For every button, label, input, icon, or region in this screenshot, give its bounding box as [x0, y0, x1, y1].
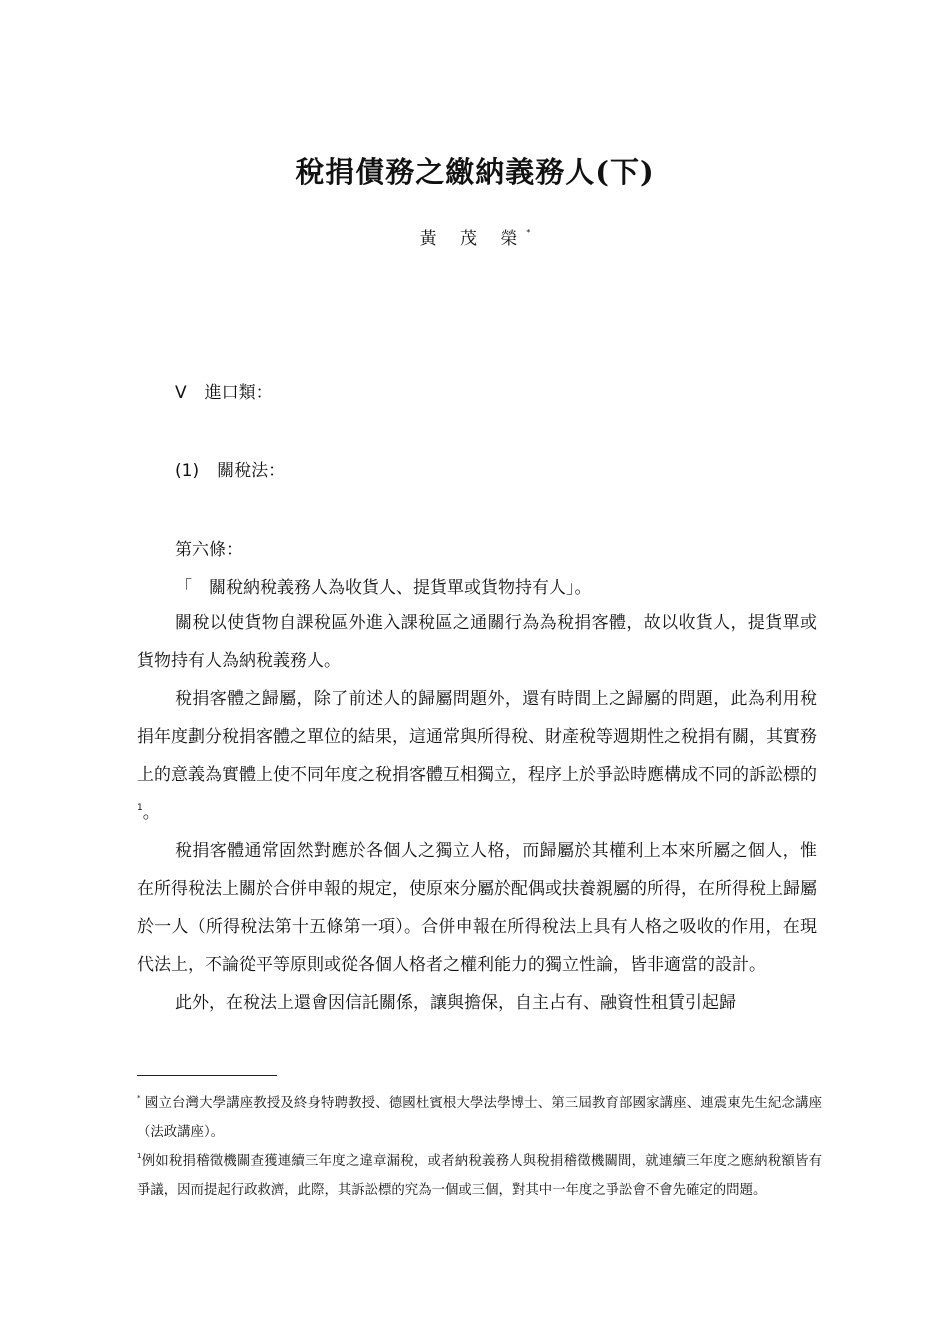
section-title: 進口類： [204, 383, 273, 403]
paragraph [137, 680, 817, 832]
footnote-text: 例如稅捐稽徵機關查獲連續三年度之違章漏稅，或者納稅義務人與稅捐稽徵機關間，就連續三年度之應納稅額皆有爭議，因而提起行政救濟，此際，其訴訟標的究為一個或三個，對其中一年度之爭訟會不會先確定的問題。 [137, 1154, 822, 1198]
paragraph-text: 稅捐客體之歸屬，除了前述人的歸屬問題外，還有時間上之歸屬的問題，此為利用稅捐年度劃分稅捐客體之單位的結果，這通常與所得稅、財產稅等週期性之稅捐有關，其實務上的意義為實體上使不同年度之稅捐客體互相獨立，程序上於爭訟時應構成不同的訴訟標的 [137, 689, 817, 785]
paper-title: 稅捐債務之繳納義務人(下) [295, 155, 655, 189]
paragraph-end: 。 [142, 803, 160, 823]
footnote-text: 國立台灣大學講座教授及終身特聘教授、德國杜賓根大學法學博士、第三屆教育部國家講座、連震東先生紀念講座（法政講座）。 [137, 1096, 822, 1140]
footnote [137, 1089, 822, 1147]
paragraph: 關稅以使貨物自課稅區外進入課稅區之通關行為為稅捐客體，故以收貨人，提貨單或貨物持有人為納稅義務人。 [137, 613, 817, 671]
footnote-ref: 1 [137, 803, 143, 813]
paragraph: 此外，在稅法上還會因信託關係，讓與擔保，自主占有、融資性租賃引起歸 [175, 993, 736, 1013]
subsection-label: (1) [175, 461, 200, 481]
section-heading [175, 378, 273, 403]
subsection-title: 關稅法： [217, 461, 286, 481]
author-line [0, 224, 950, 249]
subsection-heading [175, 456, 285, 481]
body-text [137, 604, 817, 1022]
paragraph: 稅捐客體通常固然對應於各個人之獨立人格，而歸屬於其權利上本來所屬之個人，惟在所得稅法上關於合併申報的規定，使原來分屬於配偶或扶養親屬的所得，在所得稅上歸屬於一人（所得稅法第十五條第一項）。合併申報在所得稅法上具有人格之吸收的作用，在現代法上，不論從平等原則或從各個人格者之權利能力的獨立性論，皆非適當的設計。 [137, 841, 817, 975]
author-name: 黃 茂 榮 [419, 229, 527, 249]
author-footnote-mark: * [526, 228, 531, 237]
article-heading: 第六條： [175, 540, 243, 560]
footnote [137, 1147, 822, 1205]
footnote-mark: * [137, 1094, 141, 1102]
footnotes [137, 1089, 822, 1205]
footnote-separator [137, 1075, 277, 1076]
statute-quote: 「 關稅納稅義務人為收貨人、提貨單或貨物持有人」。 [175, 578, 592, 598]
footnote-mark: 1 [137, 1152, 142, 1160]
section-label: V [175, 383, 187, 403]
